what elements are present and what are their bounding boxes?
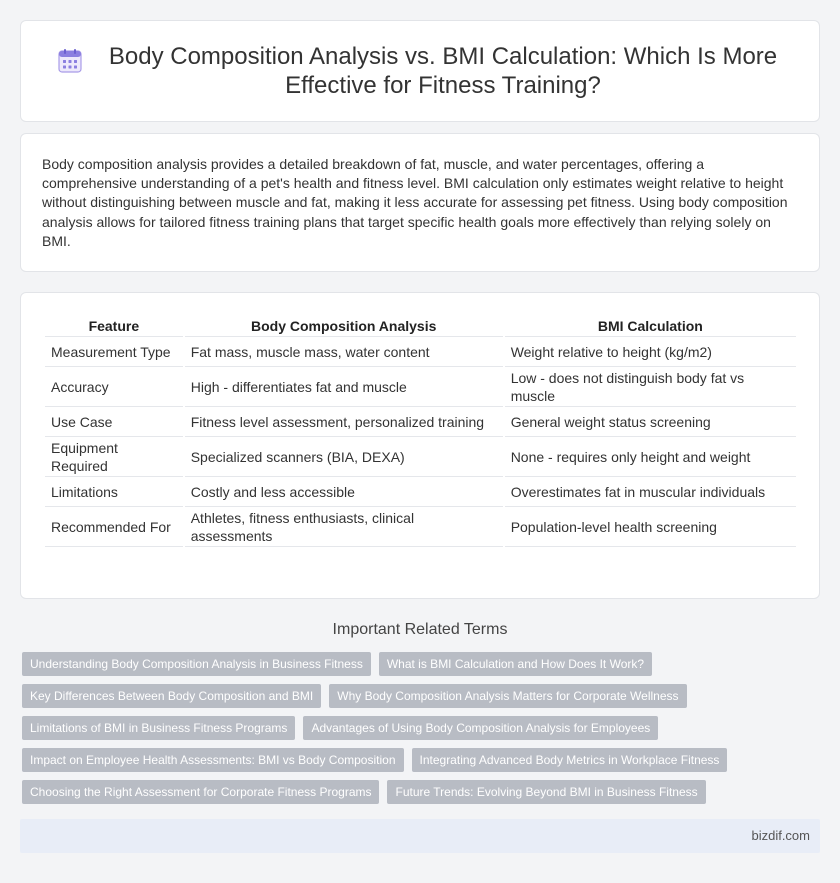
table-cell: Athletes, fitness enthusiasts, clinical assessments [185,507,503,547]
related-term-tag[interactable]: Why Body Composition Analysis Matters for Corporate Wellness [329,684,686,708]
table-cell: Overestimates fat in muscular individuals [505,477,796,507]
summary-card [20,133,820,272]
footer [20,819,820,853]
table-cell: Specialized scanners (BIA, DEXA) [185,437,503,477]
table-cell: Equipment Required [45,437,183,477]
table-cell: Population-level health screening [505,507,796,547]
related-term-tag[interactable]: Integrating Advanced Body Metrics in Workplace Fitness [412,748,728,772]
table-row [45,437,796,477]
title-card [20,20,820,122]
table-cell: None - requires only height and weight [505,437,796,477]
table-header: Feature [45,315,183,337]
comparison-table [43,315,798,547]
related-term-tag[interactable]: Limitations of BMI in Business Fitness Programs [22,716,295,740]
footer-site-link[interactable]: bizdif.com [751,828,810,843]
related-term-tag[interactable]: Choosing the Right Assessment for Corporate Fitness Programs [22,780,379,804]
table-cell: Weight relative to height (kg/m2) [505,337,796,367]
related-term-tag[interactable]: Advantages of Using Body Composition Analysis for Employees [303,716,658,740]
comparison-table-card [20,292,820,599]
table-cell: Limitations [45,477,183,507]
table-cell: Low - does not distinguish body fat vs muscle [505,367,796,407]
table-cell: Costly and less accessible [185,477,503,507]
table-cell: Recommended For [45,507,183,547]
table-cell: Measurement Type [45,337,183,367]
related-term-tag[interactable]: What is BMI Calculation and How Does It Work? [379,652,652,676]
related-term-tag[interactable]: Understanding Body Composition Analysis in Business Fitness [22,652,371,676]
table-row [45,337,796,367]
title-wrap [57,42,783,100]
table-row [45,477,796,507]
table-cell: General weight status screening [505,407,796,437]
table-cell: High - differentiates fat and muscle [185,367,503,407]
table-cell: Use Case [45,407,183,437]
table-header: BMI Calculation [505,315,796,337]
related-term-tag[interactable]: Key Differences Between Body Composition and BMI [22,684,321,708]
table-cell: Accuracy [45,367,183,407]
related-term-tag[interactable]: Future Trends: Evolving Beyond BMI in Business Fitness [387,780,705,804]
related-term-tag[interactable]: Impact on Employee Health Assessments: BMI vs Body Composition [22,748,404,772]
related-terms-list [22,652,822,812]
summary-paragraph: Body composition analysis provides a detailed breakdown of fat, muscle, and water percentages, offering a comprehensive understanding of a pet's health and fitness level. BMI calculation only estimates weight relative to height without distinguishing between muscle and fat, making it less accurate for assessing pet fitness. Using body composition analysis allows for tailored fitness training plans that target specific health goals more effectively than relying solely on BMI. [42,156,788,249]
table-cell: Fitness level assessment, personalized training [185,407,503,437]
related-terms-title: Important Related Terms [332,621,508,638]
table-row [45,367,796,407]
table-header: Body Composition Analysis [185,315,503,337]
page-title: Body Composition Analysis vs. BMI Calculation: Which Is More Effective for Fitness Training? [108,43,778,99]
table-cell: Fat mass, muscle mass, water content [185,337,503,367]
table-row [45,507,796,547]
table-row [45,407,796,437]
table-header-row [45,315,796,337]
calendar-grid-icon [57,48,83,74]
